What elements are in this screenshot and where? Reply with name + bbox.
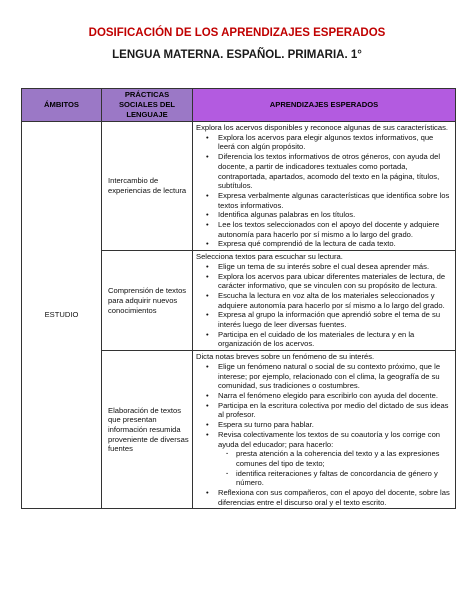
list-item: • Escucha la lectura en voz alta de los materiales seleccionados y adquiere autonomía para hacerlo por sí mismo a lo largo del grado.: [196, 291, 452, 310]
list-item: • Reflexiona con sus compañeros, con el apoyo del docente, sobre las diferencias entre el discurso oral y el texto escrito.: [196, 488, 452, 507]
list-item: • Expresa al grupo la información que aprendió sobre el tema de su interés luego de leer diversas fuentes.: [196, 310, 452, 329]
list-item: • Participa en el cuidado de los materiales de lectura y en la organización de los acervos.: [196, 330, 452, 349]
list-item: • Participa en la escritura colectiva por medio del dictado de sus ideas al profesor.: [196, 401, 452, 420]
aprendizajes-cell: [193, 251, 456, 351]
list-item: • Espera su turno para hablar.: [196, 420, 452, 430]
dosificacion-table: [21, 88, 456, 509]
aprendizajes-list: [196, 362, 452, 508]
list-item: • Explora los acervos para elegir algunos textos informativos, que leerá con algún propósito.: [196, 133, 452, 152]
aprendizajes-cell: [193, 122, 456, 251]
ambito-cell: ESTUDIO: [22, 122, 102, 509]
aprendizaje-intro: Dicta notas breves sobre un fenómeno de su interés.: [196, 352, 375, 362]
list-item: • Diferencia los textos informativos de otros géneros, con ayuda del docente, a partir de indicadores textuales como portada, contraportada, apartados, acomodo del texto en la página, títulos, subtítulos.: [196, 152, 452, 191]
header-ambitos: ÁMBITOS: [22, 89, 102, 122]
document-title: DOSIFICACIÓN DE LOS APRENDIZAJES ESPERADOS: [88, 27, 386, 39]
list-item: • Elige un fenómeno natural o social de su contexto próximo, que le interese; por ejemplo, relacionado con el clima, la geografía de su comunidad, sus tradiciones o costumbres.: [196, 362, 452, 391]
document-subtitle: LENGUA MATERNA. ESPAÑOL. PRIMARIA. 1°: [112, 49, 362, 61]
list-subitem: · presta atención a la coherencia del texto y a las expresiones comunes del tipo de texto;: [196, 449, 452, 468]
aprendizajes-list: [196, 133, 452, 249]
table-row: [22, 122, 456, 251]
list-item: • Revisa colectivamente los textos de su coautoría y los corrige con ayuda del educador; para hacerlo:: [196, 430, 452, 449]
aprendizaje-intro: Explora los acervos disponibles y reconoce algunas de sus características.: [196, 123, 448, 132]
aprendizajes-cell: [193, 351, 456, 509]
table-header-row: [22, 89, 456, 122]
list-item: • Explora los acervos para ubicar diferentes materiales de lectura, de carácter informativo, que se vinculen con su propósito de lectura.: [196, 272, 452, 291]
list-item: • Lee los textos seleccionados con el apoyo del docente y adquiere autonomía para hacerlo por sí mismo a lo largo del grado.: [196, 220, 452, 239]
aprendizaje-intro: Selecciona textos para escuchar su lectura.: [196, 252, 343, 262]
list-item: • Narra el fenómeno elegido para escribirlo con ayuda del docente.: [196, 391, 452, 401]
list-item: • Expresa verbalmente algunas características que identifica sobre los textos informativos.: [196, 191, 452, 210]
header-practicas: PRÁCTICAS SOCIALES DEL LENGUAJE: [102, 89, 193, 122]
practica-cell: Comprensión de textos para adquirir nuevos conocimientos: [102, 251, 193, 351]
practica-cell: Elaboración de textos que presentan información resumida proveniente de diversas fuentes: [102, 351, 193, 509]
header-aprendizajes: APRENDIZAJES ESPERADOS: [193, 89, 456, 122]
practica-cell: Intercambio de experiencias de lectura: [102, 122, 193, 251]
list-subitem: · identifica reiteraciones y faltas de concordancia de género y número.: [196, 469, 452, 488]
list-item: • Elige un tema de su interés sobre el cual desea aprender más.: [196, 262, 452, 272]
aprendizajes-list: [196, 262, 452, 349]
list-item: • Identifica algunas palabras en los títulos.: [196, 210, 452, 220]
list-item: • Expresa qué comprendió de la lectura de cada texto.: [196, 239, 452, 249]
